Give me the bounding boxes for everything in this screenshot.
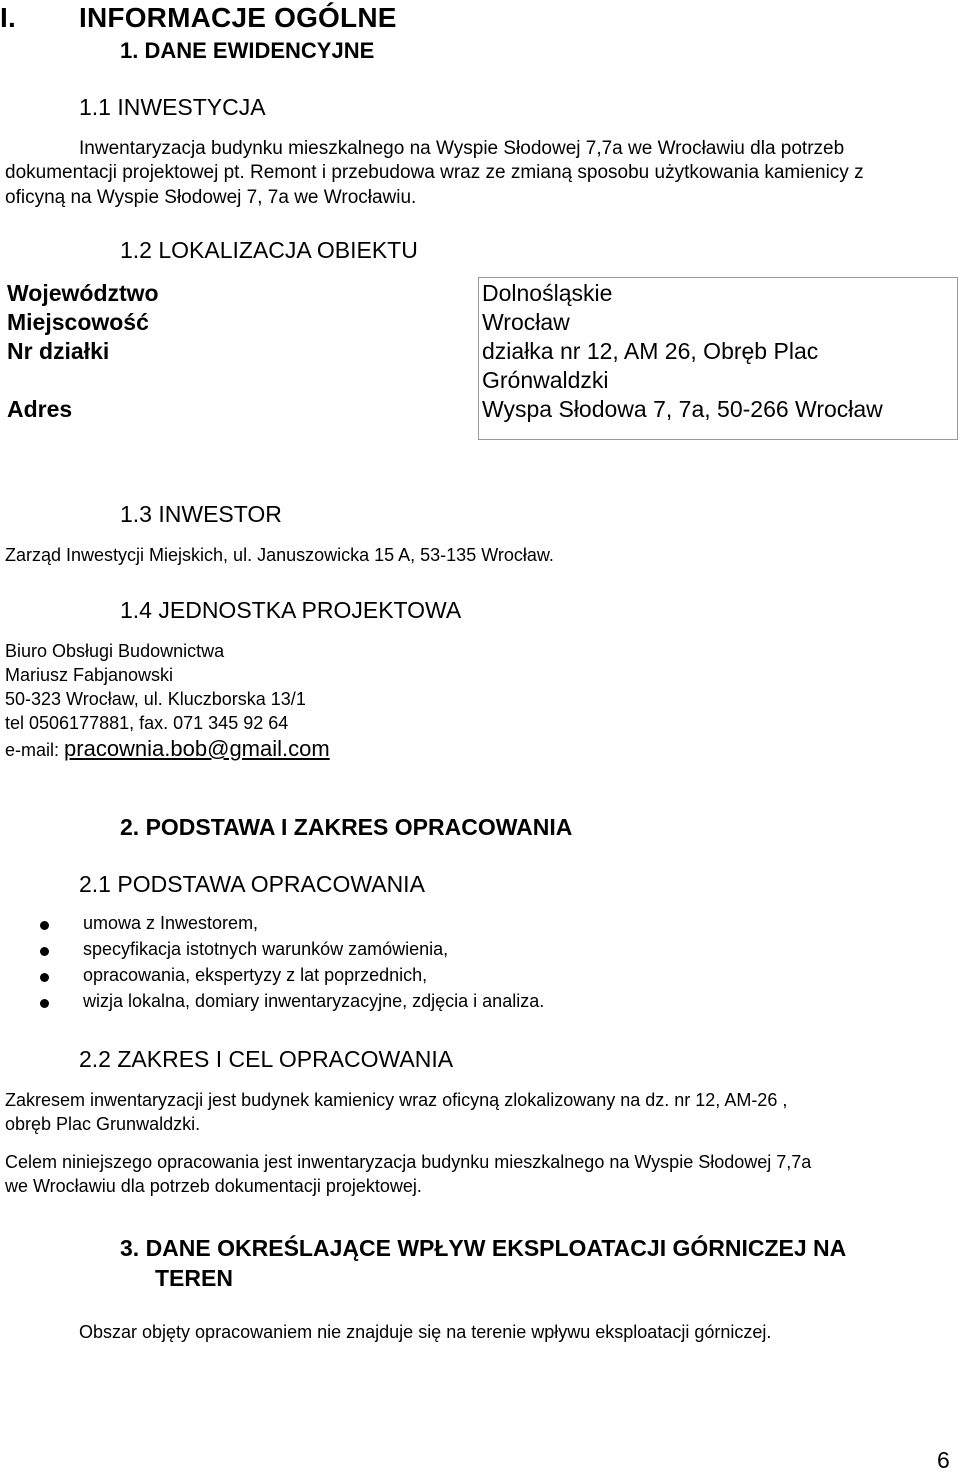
list-item-text: wizja lokalna, domiary inwentaryzacyjne, zdjęcia i analiza.	[83, 991, 545, 1011]
email-link[interactable]: pracownia.bob@gmail.com	[64, 736, 330, 761]
inwestycja-heading: 1.1 INWESTYCJA	[79, 94, 266, 120]
inwestycja-text-line-2: dokumentacji projektowej pt. Remont i przebudowa wraz ze zmianą sposobu użytkowania kamienicy z	[5, 162, 864, 183]
inwestor-heading: 1.3 INWESTOR	[120, 501, 282, 527]
zakres-heading: 2.2 ZAKRES I CEL OPRACOWANIA	[79, 1046, 454, 1072]
jednostka-line-3: 50-323 Wrocław, ul. Kluczborska 13/1	[5, 689, 306, 709]
email-row	[5, 736, 330, 762]
section-3-title-line-1: 3. DANE OKREŚLAJĄCE WPŁYW EKSPLOATACJI GÓRNICZEJ NA	[120, 1235, 847, 1261]
zakres-p1-line-1: Zakresem inwentaryzacji jest budynek kamienicy wraz oficyną zlokalizowany na dz. nr 12, AM-26 ,	[5, 1090, 788, 1110]
section-2-title: 2. PODSTAWA I ZAKRES OPRACOWANIA	[120, 814, 573, 840]
list-item-text: specyfikacja istotnych warunków zamówienia,	[83, 939, 449, 959]
inwestor-text: Zarząd Inwestycji Miejskich, ul. Januszowicka 15 A, 53-135 Wrocław.	[5, 545, 554, 565]
bullet-icon	[40, 921, 49, 930]
section-3-title-line-2: TEREN	[155, 1265, 233, 1291]
section-number: I.	[0, 2, 16, 33]
value-nr-dzialki-cont: Grónwaldzki	[482, 367, 609, 393]
zakres-p2-line-2: we Wrocławiu dla potrzeb dokumentacji projektowej.	[5, 1176, 422, 1196]
inwestycja-text-line-3: oficyną na Wyspie Słodowej 7, 7a we Wrocławiu.	[5, 187, 417, 208]
list-item-text: umowa z Inwestorem,	[83, 913, 259, 933]
label-adres: Adres	[7, 396, 73, 422]
section-3-text: Obszar objęty opracowaniem nie znajduje się na terenie wpływu eksploatacji górniczej.	[79, 1322, 772, 1342]
bullet-icon	[40, 973, 49, 982]
bullet-icon	[40, 947, 49, 956]
value-nr-dzialki: działka nr 12, AM 26, Obręb Plac	[482, 338, 819, 364]
label-wojewodztwo: Województwo	[7, 280, 159, 306]
podstawa-heading: 2.1 PODSTAWA OPRACOWANIA	[79, 871, 425, 897]
zakres-p2-line-1: Celem niniejszego opracowania jest inwentaryzacja budynku mieszkalnego na Wyspie Słodowej 7,7a	[5, 1152, 812, 1172]
section-title: INFORMACJE OGÓLNE	[79, 2, 397, 33]
jednostka-line-1: Biuro Obsługi Budownictwa	[5, 641, 225, 661]
jednostka-line-2: Mariusz Fabjanowski	[5, 665, 174, 685]
jednostka-heading: 1.4 JEDNOSTKA PROJEKTOWA	[120, 597, 462, 623]
lokalizacja-heading: 1.2 LOKALIZACJA OBIEKTU	[120, 237, 418, 263]
email-label: e-mail:	[5, 740, 65, 760]
page-number: 6	[937, 1447, 950, 1473]
inwestycja-text-line-1: Inwentaryzacja budynku mieszkalnego na Wyspie Słodowej 7,7a we Wrocławiu dla potrzeb	[79, 138, 845, 159]
zakres-p1-line-2: obręb Plac Grunwaldzki.	[5, 1114, 201, 1134]
subsection-title: 1. DANE EWIDENCYJNE	[120, 38, 375, 63]
location-labels	[0, 277, 478, 440]
value-miejscowosc: Wrocław	[482, 309, 570, 335]
jednostka-line-4: tel 0506177881, fax. 071 345 92 64	[5, 713, 289, 733]
label-miejscowosc: Miejscowość	[7, 309, 149, 335]
value-wojewodztwo: Dolnośląskie	[482, 280, 613, 306]
value-adres: Wyspa Słodowa 7, 7a, 50-266 Wrocław	[482, 396, 883, 422]
list-item-text: opracowania, ekspertyzy z lat poprzednich,	[83, 965, 428, 985]
location-table	[0, 277, 958, 440]
bullet-icon	[40, 999, 49, 1008]
label-nr-dzialki: Nr działki	[7, 338, 110, 364]
location-values	[478, 277, 958, 440]
